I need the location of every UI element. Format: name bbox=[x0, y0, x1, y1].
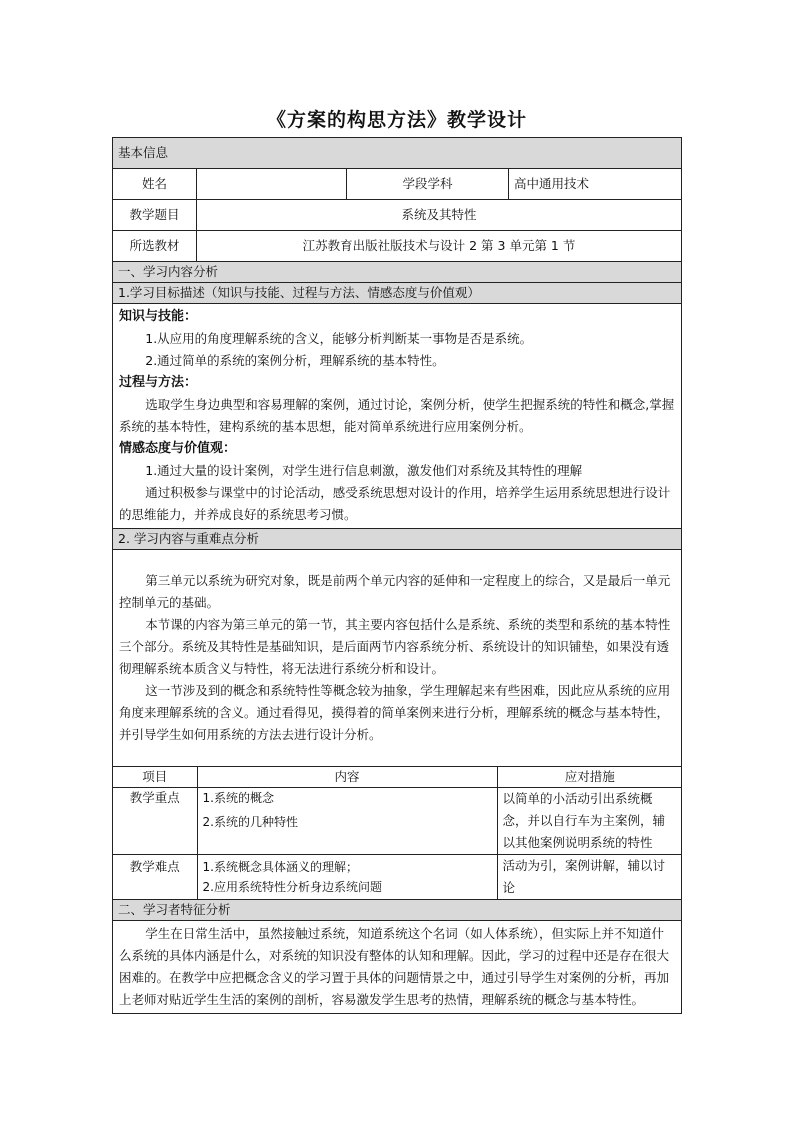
knowledge-title: 知识与技能： bbox=[119, 309, 198, 324]
key-difficult-table bbox=[113, 767, 682, 899]
content-paragraph-3: 这一节涉及到的概念和系统特性等概念较为抽象，学生理解起来有些困难，因此应从系统的应用角度来理解系统的含义。通过看得见，摸得着的简单案例来进行分析，理解系统的概念与基本特性，并引导学生如何用系统的方法去进行设计分析。 bbox=[119, 683, 671, 742]
attitude-text: 通过积极参与课堂中的讨论活动，感受系统思想对设计的作用，培养学生运用系统思想进行设计的思维能力，并养成良好的系统思考习惯。 bbox=[119, 485, 671, 522]
process-text: 选取学生身边典型和容易理解的案例，通过讨论，案例分析，使学生把握系统的特性和概念,掌握系统的基本特性，建构系统的基本思想，能对简单系统进行应用案例分析。 bbox=[119, 397, 675, 434]
goals-block bbox=[113, 304, 682, 529]
col-header-content: 内容 bbox=[197, 767, 497, 788]
key-item-1: 1.系统的概念 bbox=[202, 791, 274, 805]
page-title: 《方案的构思方法》教学设计 bbox=[266, 109, 527, 131]
key-difficult-table-cell bbox=[113, 767, 682, 900]
learner-analysis-block bbox=[113, 921, 682, 1014]
stage-value: 高中通用技术 bbox=[509, 169, 682, 200]
topic-label: 教学题目 bbox=[113, 200, 197, 231]
topic-value: 系统及其特性 bbox=[197, 200, 682, 231]
key-content bbox=[197, 788, 497, 855]
stage-label: 学段学科 bbox=[347, 169, 509, 200]
name-value bbox=[197, 169, 347, 200]
key-label: 教学重点 bbox=[113, 788, 197, 855]
knowledge-item-1: 1.从应用的角度理解系统的含义，能够分析判断某一事物是否是系统。 bbox=[145, 331, 533, 346]
col-header-item: 项目 bbox=[113, 767, 197, 788]
lesson-plan-table bbox=[112, 137, 682, 1014]
content-analysis-block bbox=[113, 550, 682, 767]
content-paragraph-1: 第三单元以系统为研究对象，既是前两个单元内容的延伸和一定程度上的综合，又是最后一单元控制单元的基础。 bbox=[119, 573, 671, 610]
difficulty-item-1: 1.系统概念具体涵义的理解； bbox=[202, 860, 358, 874]
col-header-measure: 应对措施 bbox=[497, 767, 682, 788]
key-measure: 以简单的小活动引出系统概念，并以自行车为主案例，辅以其他案例说明系统的特性 bbox=[497, 788, 682, 855]
attitude-title: 情感态度与价值观： bbox=[119, 441, 237, 456]
key-item-2: 2.系统的几种特性 bbox=[202, 815, 298, 829]
difficulty-measure: 活动为引，案例讲解，辅以讨论 bbox=[497, 855, 682, 900]
learner-analysis-text: 学生在日常生活中，虽然接触过系统，知道系统这个名词（如人体系统），但实际上并不知道什么系统的具体内涵是什么，对系统的知识没有整体的认知和理解。因此，学习的过程中还是存在很大困难的。在教学中应把概念含义的学习置于具体的问题情景之中，通过引导学生对案例的分析，再加上老师对贴近学生生活的案例的剖析，容易激发学生思考的热情，理解系统的概念与基本特性。 bbox=[119, 926, 670, 1007]
difficulty-item-2: 2.应用系统特性分析身边系统问题 bbox=[202, 880, 382, 894]
knowledge-item-2: 2.通过简单的系统的案例分析，理解系统的基本特性。 bbox=[145, 353, 445, 368]
difficulty-label: 教学难点 bbox=[113, 855, 197, 900]
goals-header: 1.学习目标描述（知识与技能、过程与方法、情感态度与价值观） bbox=[113, 283, 682, 304]
content-header: 2. 学习内容与重难点分析 bbox=[113, 529, 682, 550]
textbook-label: 所选教材 bbox=[113, 231, 197, 262]
process-title: 过程与方法： bbox=[119, 375, 198, 390]
content-paragraph-2: 本节课的内容为第三单元的第一节，其主要内容包括什么是系统、系统的类型和系统的基本特性三个部分。系统及其特性是基础知识，是后面两节内容系统分析、系统设计的知识铺垫，如果没有透彻理解系统本质含义与特性，将无法进行系统分析和设计。 bbox=[119, 617, 671, 676]
section2-header: 二、学习者特征分析 bbox=[113, 900, 682, 921]
attitude-item: 1.通过大量的设计案例，对学生进行信息刺激，激发他们对系统及其特性的理解 bbox=[145, 463, 583, 478]
textbook-value: 江苏教育出版社版技术与设计 2 第 3 单元第 1 节 bbox=[197, 231, 682, 262]
section1-header: 一、学习内容分析 bbox=[113, 262, 682, 283]
difficulty-content bbox=[197, 855, 497, 900]
basic-info-header: 基本信息 bbox=[113, 138, 682, 169]
name-label: 姓名 bbox=[113, 169, 197, 200]
